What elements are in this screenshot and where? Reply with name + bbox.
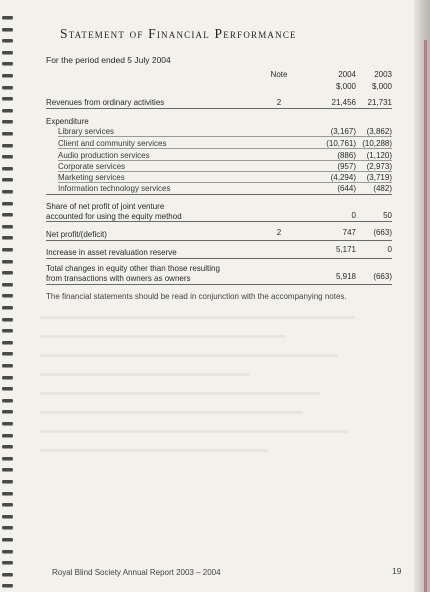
binding-ring — [2, 225, 13, 228]
binding-ring — [2, 561, 13, 564]
joint-venture-label-line1: Share of net profit of joint venture — [46, 202, 165, 211]
expenditure-item-label: Client and community services — [58, 139, 167, 148]
binding-ring — [2, 120, 13, 123]
rule — [46, 194, 392, 195]
rule — [58, 182, 392, 183]
binding-ring — [2, 422, 13, 425]
expenditure-item-2004: (3,167) — [330, 127, 356, 136]
binding-ring — [2, 376, 13, 379]
binding-ring — [2, 190, 13, 193]
rule — [46, 240, 392, 241]
total-changes-2004: 5,918 — [335, 272, 356, 281]
binding-ring — [2, 213, 13, 216]
binding-ring — [2, 144, 13, 147]
net-profit-2004: 747 — [342, 228, 356, 237]
page-title: Statement of Financial Performance — [60, 26, 297, 41]
binding-ring — [2, 306, 13, 309]
expenditure-item-2004: (4,294) — [330, 173, 356, 182]
binding-ring — [2, 492, 13, 495]
binding-ring — [2, 468, 13, 471]
binding-ring — [2, 434, 13, 437]
expenditure-item-2004: (644) — [337, 184, 356, 193]
binding-ring — [2, 28, 13, 31]
binding-ring — [2, 526, 13, 529]
binding-ring — [2, 457, 13, 460]
expenditure-item-2003: (2,973) — [366, 162, 392, 171]
expenditure-item-2003: (1,120) — [366, 151, 392, 160]
show-through-text — [40, 300, 390, 500]
binding-ring — [2, 236, 13, 239]
report-footer: Royal Blind Society Annual Report 2003 – 2004 — [52, 568, 221, 577]
binding-ring — [2, 74, 13, 77]
expenditure-item-2004: (886) — [337, 151, 356, 160]
binding-ring — [2, 480, 13, 483]
spiral-binding — [0, 10, 14, 590]
binding-ring — [2, 550, 13, 553]
revaluation-2004: 5,171 — [335, 245, 356, 254]
total-changes-2003: (663) — [373, 272, 392, 281]
expenditure-item-label: Corporate services — [58, 162, 126, 171]
expenditure-item-2003: (482) — [373, 184, 392, 193]
net-profit-note: 2 — [276, 228, 282, 237]
joint-venture-label-line2: accounted for using the equity method — [46, 212, 182, 221]
expenditure-item-label: Library services — [58, 127, 115, 136]
binding-ring — [2, 39, 13, 42]
binding-ring — [2, 294, 13, 297]
binding-ring — [2, 62, 13, 65]
expenditure-item-label: Marketing services — [58, 173, 125, 182]
binding-ring — [2, 132, 13, 135]
expenditure-item-label: Audio production services — [58, 151, 150, 160]
binding-ring — [2, 329, 13, 332]
expenditure-item-2004: (957) — [337, 162, 356, 171]
binding-ring — [2, 445, 13, 448]
total-changes-label-line1: Total changes in equity other than those resulting — [46, 264, 220, 273]
net-profit-label: Net profit/(deficit) — [46, 230, 107, 239]
binding-ring — [2, 86, 13, 89]
binding-ring — [2, 318, 13, 321]
rule — [58, 171, 392, 172]
binding-ring — [2, 109, 13, 112]
page-number: 19 — [392, 566, 402, 576]
year-2003-header: 2003 — [374, 70, 392, 79]
revenues-2004: 21,456 — [331, 98, 356, 107]
revenues-label: Revenues from ordinary activities — [46, 98, 165, 107]
unit-2004-header: $,000 — [335, 82, 356, 91]
rule — [46, 284, 392, 285]
rule — [46, 221, 392, 222]
binding-ring — [2, 271, 13, 274]
expenditure-item-2003: (10,288) — [362, 139, 392, 148]
binding-ring — [2, 97, 13, 100]
binding-ring — [2, 260, 13, 263]
binding-ring — [2, 16, 13, 19]
binding-ring — [2, 584, 13, 587]
rule — [58, 148, 392, 149]
footnote: The financial statements should be read in conjunction with the accompanying notes. — [46, 292, 347, 301]
joint-venture-2003: 50 — [383, 211, 392, 220]
page-edge — [414, 0, 430, 592]
binding-ring — [2, 399, 13, 402]
binding-ring — [2, 515, 13, 518]
expenditure-heading: Expenditure — [46, 117, 89, 126]
revenues-note: 2 — [276, 98, 282, 107]
expenditure-item-2004: (10,761) — [326, 139, 356, 148]
rule — [58, 160, 392, 161]
binding-ring — [2, 503, 13, 506]
total-changes-label-line2: from transactions with owners as owners — [46, 274, 191, 283]
revaluation-2003: 0 — [387, 245, 392, 254]
revenues-2003: 21,731 — [367, 98, 392, 107]
binding-ring — [2, 155, 13, 158]
binding-ring — [2, 51, 13, 54]
binding-ring — [2, 167, 13, 170]
rule — [46, 108, 392, 109]
binding-ring — [2, 178, 13, 181]
rule — [58, 136, 392, 137]
binding-ring — [2, 202, 13, 205]
joint-venture-2004: 0 — [351, 211, 356, 220]
note-column-header: Note — [270, 70, 288, 79]
period-label: For the period ended 5 July 2004 — [46, 55, 171, 65]
rule — [46, 258, 392, 259]
expenditure-item-2003: (3,862) — [366, 127, 392, 136]
binding-ring — [2, 283, 13, 286]
binding-ring — [2, 341, 13, 344]
binding-ring — [2, 364, 13, 367]
cover-edge — [424, 40, 427, 592]
binding-ring — [2, 410, 13, 413]
binding-ring — [2, 387, 13, 390]
expenditure-item-label: Information technology services — [58, 184, 171, 193]
year-2004-header: 2004 — [338, 70, 356, 79]
net-profit-2003: (663) — [373, 228, 392, 237]
binding-ring — [2, 573, 13, 576]
binding-ring — [2, 352, 13, 355]
unit-2003-header: $,000 — [371, 82, 392, 91]
binding-ring — [2, 248, 13, 251]
revaluation-label: Increase in asset revaluation reserve — [46, 248, 177, 257]
expenditure-item-2003: (3,719) — [366, 173, 392, 182]
binding-ring — [2, 538, 13, 541]
